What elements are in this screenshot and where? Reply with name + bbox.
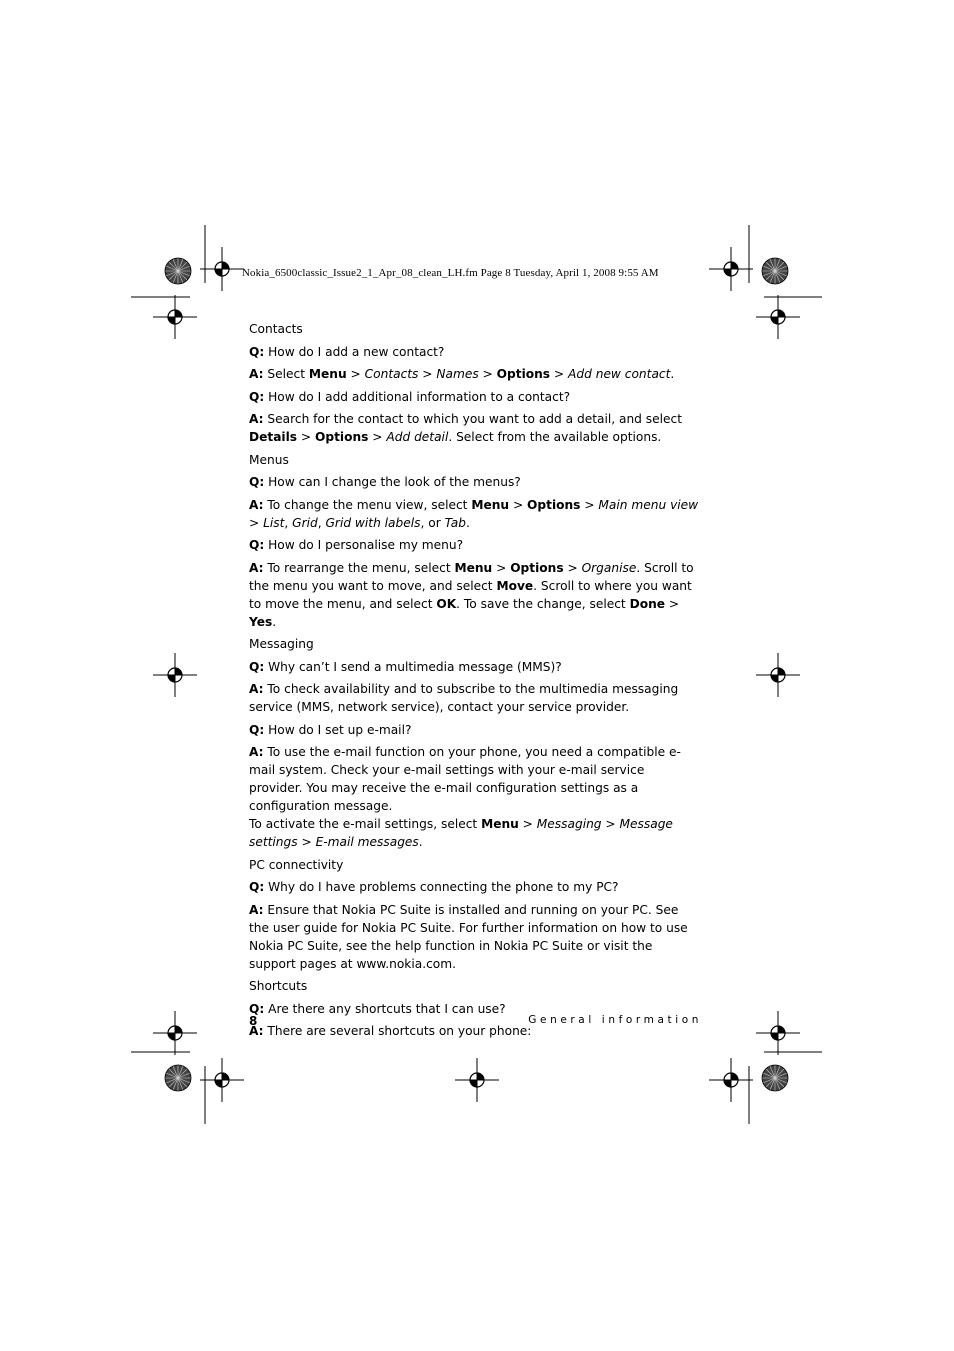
answer-text: Select	[263, 367, 309, 381]
answer-text: Grid	[292, 515, 318, 530]
answer-text: Search for the contact to which you want to add a detail, and select	[263, 412, 683, 426]
answer-text: Done	[629, 596, 666, 611]
question-label: Q:	[249, 722, 265, 737]
answer-text: To check availability and to subscribe to the multimedia messaging service (MMS, network service), contact your service provider.	[249, 682, 679, 714]
question-label: Q:	[249, 475, 265, 489]
answer-text: Add new contact	[568, 367, 671, 381]
faq-answer	[249, 365, 701, 383]
answer-text: Names	[436, 367, 479, 381]
answer-label: A:	[249, 560, 264, 575]
faq-question	[249, 473, 701, 491]
answer-text: Add detail	[386, 430, 449, 444]
answer-text: Options	[496, 367, 551, 381]
answer-text: Menu	[481, 817, 519, 831]
answer-text: To rearrange the menu, select	[263, 560, 455, 575]
faq-content	[249, 320, 701, 1045]
answer-text: Yes	[249, 614, 273, 629]
answer-text: .	[465, 515, 470, 530]
answer-text: . Scroll to where you want to move the menu, and select	[249, 578, 692, 611]
answer-text: There are several shortcuts on your phone:	[263, 1024, 532, 1038]
answer-text: >	[665, 596, 680, 611]
answer-text: .	[418, 835, 423, 849]
answer-text: >	[297, 430, 316, 444]
answer-text: >	[509, 497, 528, 512]
answer-text: >	[346, 367, 365, 381]
answer-text: . To save the change, select	[456, 596, 630, 611]
answer-text: Options	[315, 430, 369, 444]
answer-text: >	[249, 515, 264, 530]
question-text: How do I add a new contact?	[264, 344, 445, 359]
answer-text: .	[272, 614, 277, 629]
answer-text: Menu	[471, 497, 510, 512]
answer-text: List	[263, 515, 285, 530]
answer-text: >	[601, 817, 620, 831]
faq-question	[249, 536, 701, 554]
answer-text: >	[580, 497, 599, 512]
answer-text: Ensure that Nokia PC Suite is installed and running on your PC. See the user guide for Nokia PC Suite. For further information on how to use Nokia PC Suite, see the help function in Nokia PC Suite or visit the support pages at www.nokia.com.	[249, 902, 688, 971]
answer-label: A:	[249, 682, 264, 696]
answer-text: Options	[510, 560, 564, 575]
answer-text: Options	[527, 497, 581, 512]
section-heading: Contacts	[249, 322, 303, 336]
question-text: Why do I have problems connecting the phone to my PC?	[264, 880, 619, 894]
answer-text: Messaging	[536, 817, 602, 831]
faq-question	[249, 721, 701, 739]
question-text: How can I change the look of the menus?	[264, 475, 521, 489]
answer-label: A:	[249, 497, 264, 512]
question-text: How do I set up e-mail?	[264, 722, 412, 737]
answer-label: A:	[249, 745, 264, 759]
question-label: Q:	[249, 659, 265, 674]
question-text: Why can’t I send a multimedia message (MMS)?	[264, 659, 562, 674]
answer-text: E-mail messages	[315, 835, 419, 849]
faq-question	[249, 388, 701, 406]
answer-label: A:	[249, 367, 264, 381]
faq-answer	[249, 496, 701, 532]
answer-text: Main menu view	[598, 497, 699, 512]
answer-text: ,	[284, 515, 293, 530]
answer-text: Message settings	[249, 817, 673, 849]
answer-text: Move	[496, 578, 534, 593]
question-text: How do I personalise my menu?	[264, 538, 464, 552]
answer-text: To activate the e-mail settings, select	[249, 817, 482, 831]
page-number: 8	[249, 1014, 258, 1028]
answer-text: . Select from the available options.	[448, 430, 662, 444]
answer-text: , or	[420, 515, 445, 530]
faq-question	[249, 343, 701, 361]
faq-answer	[249, 901, 701, 973]
faq-answer	[249, 559, 701, 631]
answer-text: Grid with labels	[325, 515, 421, 530]
answer-text: To change the menu view, select	[263, 497, 472, 512]
section-heading: Shortcuts	[249, 979, 308, 993]
answer-text: ,	[317, 515, 326, 530]
question-text: Are there any shortcuts that I can use?	[264, 1001, 506, 1016]
answer-text: >	[563, 560, 582, 575]
question-label: Q:	[249, 538, 265, 552]
answer-text: >	[492, 560, 511, 575]
section-title: General information	[528, 1014, 702, 1026]
answer-text: >	[418, 367, 437, 381]
question-text: How do I add additional information to a contact?	[264, 389, 571, 404]
answer-text: >	[518, 817, 537, 831]
answer-text: >	[368, 430, 387, 444]
answer-text: Details	[249, 430, 298, 444]
print-header-file-info: Nokia_6500classic_Issue2_1_Apr_08_clean_LH.fm Page 8 Tuesday, April 1, 2008 9:55 AM	[242, 267, 659, 279]
question-label: Q:	[249, 880, 265, 894]
answer-text: Organise	[581, 560, 637, 575]
section-heading: Menus	[249, 452, 289, 467]
answer-text: >	[550, 367, 569, 381]
faq-answer	[249, 680, 701, 716]
answer-label: A:	[249, 902, 264, 917]
answer-text: To use the e-mail function on your phone, you need a compatible e-mail system. Check your e-mail settings with your e-mail service provider. You may receive the e-mail configuration settings as a configuration message.	[249, 745, 681, 813]
faq-question	[249, 658, 701, 676]
answer-text: Menu	[308, 367, 347, 381]
faq-question	[249, 878, 701, 896]
faq-answer	[249, 410, 701, 446]
answer-text: OK	[436, 596, 457, 611]
answer-label: A:	[249, 412, 264, 426]
question-label: Q:	[249, 344, 265, 359]
faq-answer	[249, 743, 701, 851]
answer-text: Tab	[444, 515, 466, 530]
section-heading: Messaging	[249, 637, 314, 651]
question-label: Q:	[249, 1001, 265, 1016]
answer-text: .	[670, 367, 675, 381]
answer-text: . Scroll to the menu you want to move, and select	[249, 560, 694, 593]
answer-text: Contacts	[364, 367, 419, 381]
question-label: Q:	[249, 389, 265, 404]
answer-text: Menu	[454, 560, 493, 575]
section-heading: PC connectivity	[249, 857, 344, 872]
answer-label: A:	[249, 1024, 264, 1038]
answer-text: >	[478, 367, 497, 381]
answer-text: >	[297, 835, 316, 849]
